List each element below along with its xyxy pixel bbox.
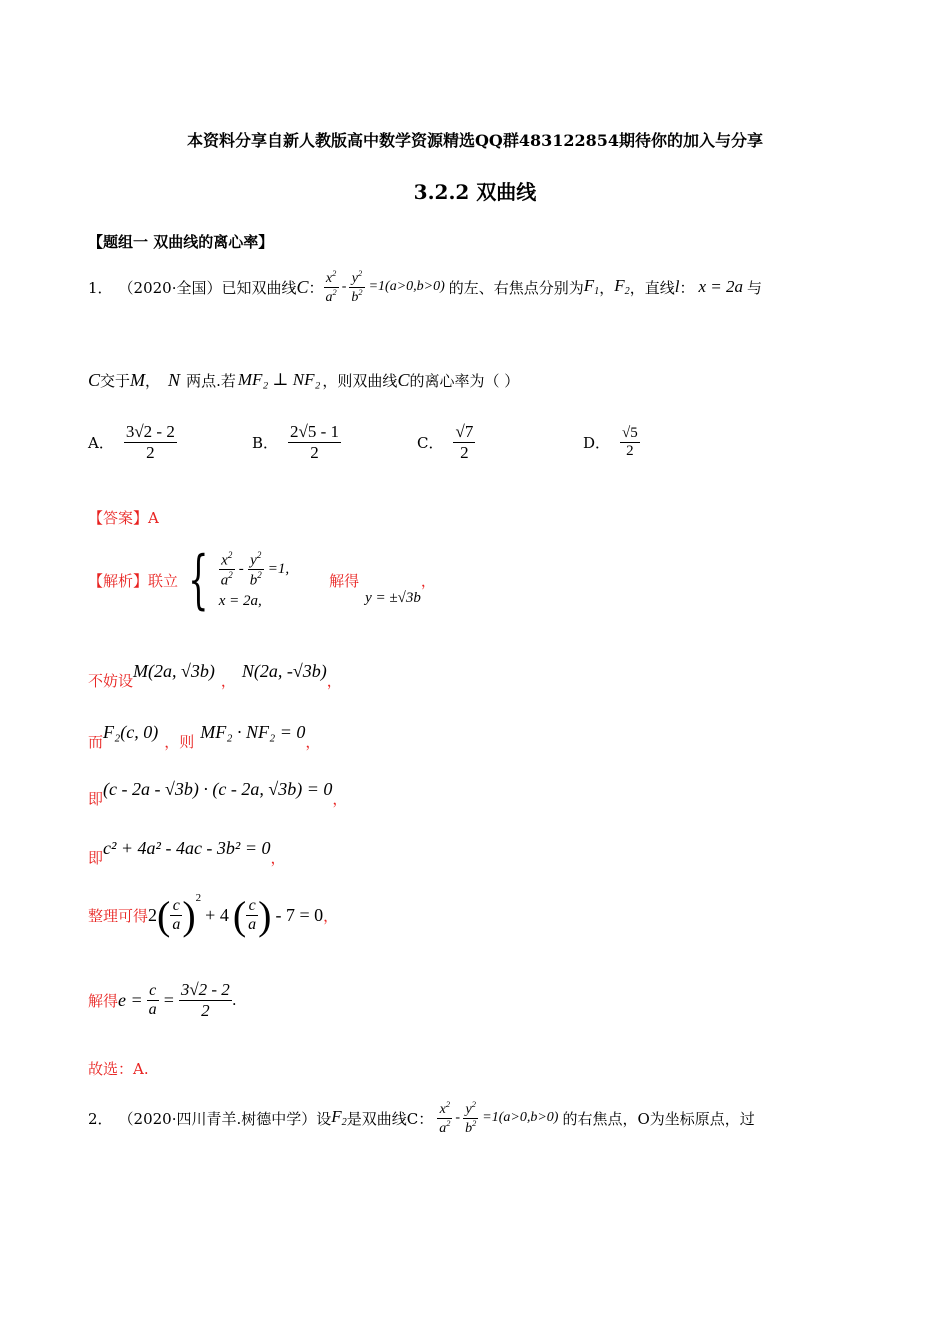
- answer-line: [88, 507, 159, 528]
- option-a[interactable]: [88, 422, 177, 463]
- group-label: 【题组一 双曲线的离心率】: [88, 233, 274, 251]
- conclusion: 故选：A.: [88, 1060, 149, 1078]
- question-number: 2．: [88, 1109, 113, 1128]
- solution-system-line: [88, 540, 436, 620]
- solution-step-4: [88, 770, 347, 809]
- option-label: D．: [583, 434, 611, 452]
- focus-coords: F₂(c, 0): [103, 722, 159, 742]
- text-foci: 的左、右焦点分别为: [448, 278, 584, 297]
- answer-value: A: [148, 509, 159, 527]
- focus-f2: $F_2$: [614, 276, 630, 298]
- line-equation: x = 2a: [698, 277, 744, 296]
- dot-product-condition: MF₂ · NF₂ = 0: [200, 722, 306, 742]
- focus-f1: $F_1$: [583, 276, 600, 298]
- comma: ，: [332, 790, 348, 808]
- point-n: N: [168, 369, 181, 390]
- system-eq2: x = 2a,: [218, 593, 262, 610]
- brace-icon: {: [188, 543, 209, 617]
- option-denominator: 2: [146, 443, 155, 462]
- banner-text: 本资料分享自新人教版高中数学资源精选QQ群483122854期待你的加入与分享: [186, 131, 764, 150]
- expanded-dot-product: (c - 2a - √3b) · (c - 2a, √3b) = 0: [103, 779, 333, 799]
- comma: ，: [305, 733, 321, 751]
- question-source: （2020·全国）已知双曲线: [118, 278, 297, 297]
- text-solve: 解得: [329, 571, 360, 590]
- colon: ：: [679, 278, 695, 297]
- y-result: y = ±√3b: [365, 589, 421, 606]
- option-c[interactable]: [417, 422, 475, 463]
- page-title: 3.2.2 双曲线: [413, 180, 537, 204]
- perpendicular-condition: MF₂ ⊥ NF₂: [237, 370, 321, 389]
- text-right-focus: 的右焦点，O为坐标原点，过: [562, 1109, 755, 1128]
- text-namely: 即: [88, 790, 104, 808]
- period: .: [231, 991, 237, 1009]
- option-denominator: 2: [310, 443, 319, 462]
- option-label: B．: [252, 434, 279, 452]
- comma: ，: [220, 672, 236, 690]
- question-1-line-1: [88, 262, 762, 312]
- option-numerator: 2√5 - 1: [290, 422, 340, 441]
- option-denominator: 2: [460, 443, 469, 462]
- point-m-coords: M(2a, √3b): [133, 661, 215, 681]
- comma: ，: [270, 849, 286, 867]
- text-assume: 不妨设: [88, 672, 134, 690]
- text-with: 与: [747, 278, 763, 297]
- option-label: A．: [88, 434, 114, 452]
- question-1-line-2: [88, 365, 519, 395]
- colon: ：: [308, 278, 324, 297]
- quadratic-relation: c² + 4a² - 4ac - 3b² = 0: [103, 838, 271, 858]
- system-eq1-rhs: =1,: [267, 561, 290, 577]
- option-numerator: √7: [455, 422, 474, 441]
- text-namely: 即: [88, 849, 104, 867]
- text-then: ，则双曲线: [322, 371, 398, 390]
- option-label: C．: [417, 434, 444, 452]
- text-intersect: 交于: [100, 371, 131, 390]
- answer-label: 【答案】: [88, 509, 149, 527]
- text-then: ，则: [164, 733, 195, 751]
- text-solve: 解得: [88, 991, 119, 1010]
- text-rearrange: 整理可得: [88, 906, 149, 925]
- question-number: 1．: [88, 278, 113, 297]
- line-symbol: l: [674, 277, 680, 296]
- solution-step-7: [88, 972, 237, 1028]
- question-source: （2020·四川青羊.树德中学）设: [118, 1109, 332, 1128]
- comma: ，: [145, 371, 161, 390]
- solution-label: 【解析】: [88, 571, 149, 590]
- text-simultaneous: 联立: [148, 571, 179, 590]
- point-n-coords: N(2a, -√3b): [241, 661, 327, 681]
- text-line: ，直线: [629, 278, 675, 297]
- comma: ，: [323, 906, 339, 925]
- eccentricity-result: e = $\frac{c}{a}$ = $\frac{3√2 - 2}{2}$: [118, 979, 230, 1020]
- text-hyperbola: 是双曲线C：: [346, 1109, 434, 1128]
- curve-symbol: C: [88, 369, 101, 390]
- text-two-points: 两点.若: [186, 371, 236, 390]
- solution-step-5: [88, 829, 285, 868]
- comma: ，: [420, 571, 436, 590]
- text-and: 而: [88, 733, 104, 751]
- solution-step-6: [88, 885, 338, 945]
- option-denominator: 2: [626, 443, 634, 459]
- comma: ，: [326, 672, 342, 690]
- text-eccentricity: 的离心率为（ ）: [409, 371, 520, 390]
- solution-step-3: [88, 713, 320, 752]
- hyperbola-equation: $\frac{x^2}{a^2}$ - $\frac{y^2}{b^2}$ =1( a >0, b >0): [325, 268, 445, 305]
- option-d[interactable]: [583, 425, 640, 460]
- equation-system: $\frac{x^2}{a^2}$ - $\frac{y^2}{b^2}$ =1, x = 2a,: [218, 549, 290, 610]
- curve-symbol: C: [397, 369, 410, 390]
- curve-symbol: C: [296, 276, 309, 297]
- hyperbola-equation: $\frac{x^2}{a^2}$ - $\frac{y^2}{b^2}$ =1( a >0, b >0): [439, 1099, 559, 1136]
- option-b[interactable]: [252, 422, 341, 463]
- comma: ，: [599, 278, 615, 297]
- option-numerator: √5: [622, 425, 638, 441]
- question-2-line-1: [88, 1090, 755, 1146]
- point-m: M: [130, 369, 146, 390]
- ratio-equation: 2 ( $\frac{c}{a}$ ) $^2$ + 4 ( $\frac{c}{a}$ ) - 7 = 0: [148, 891, 324, 938]
- solution-step-2: [88, 652, 342, 691]
- option-numerator: 3√2 - 2: [125, 422, 175, 441]
- focus-f2: $F_2$: [331, 1107, 347, 1129]
